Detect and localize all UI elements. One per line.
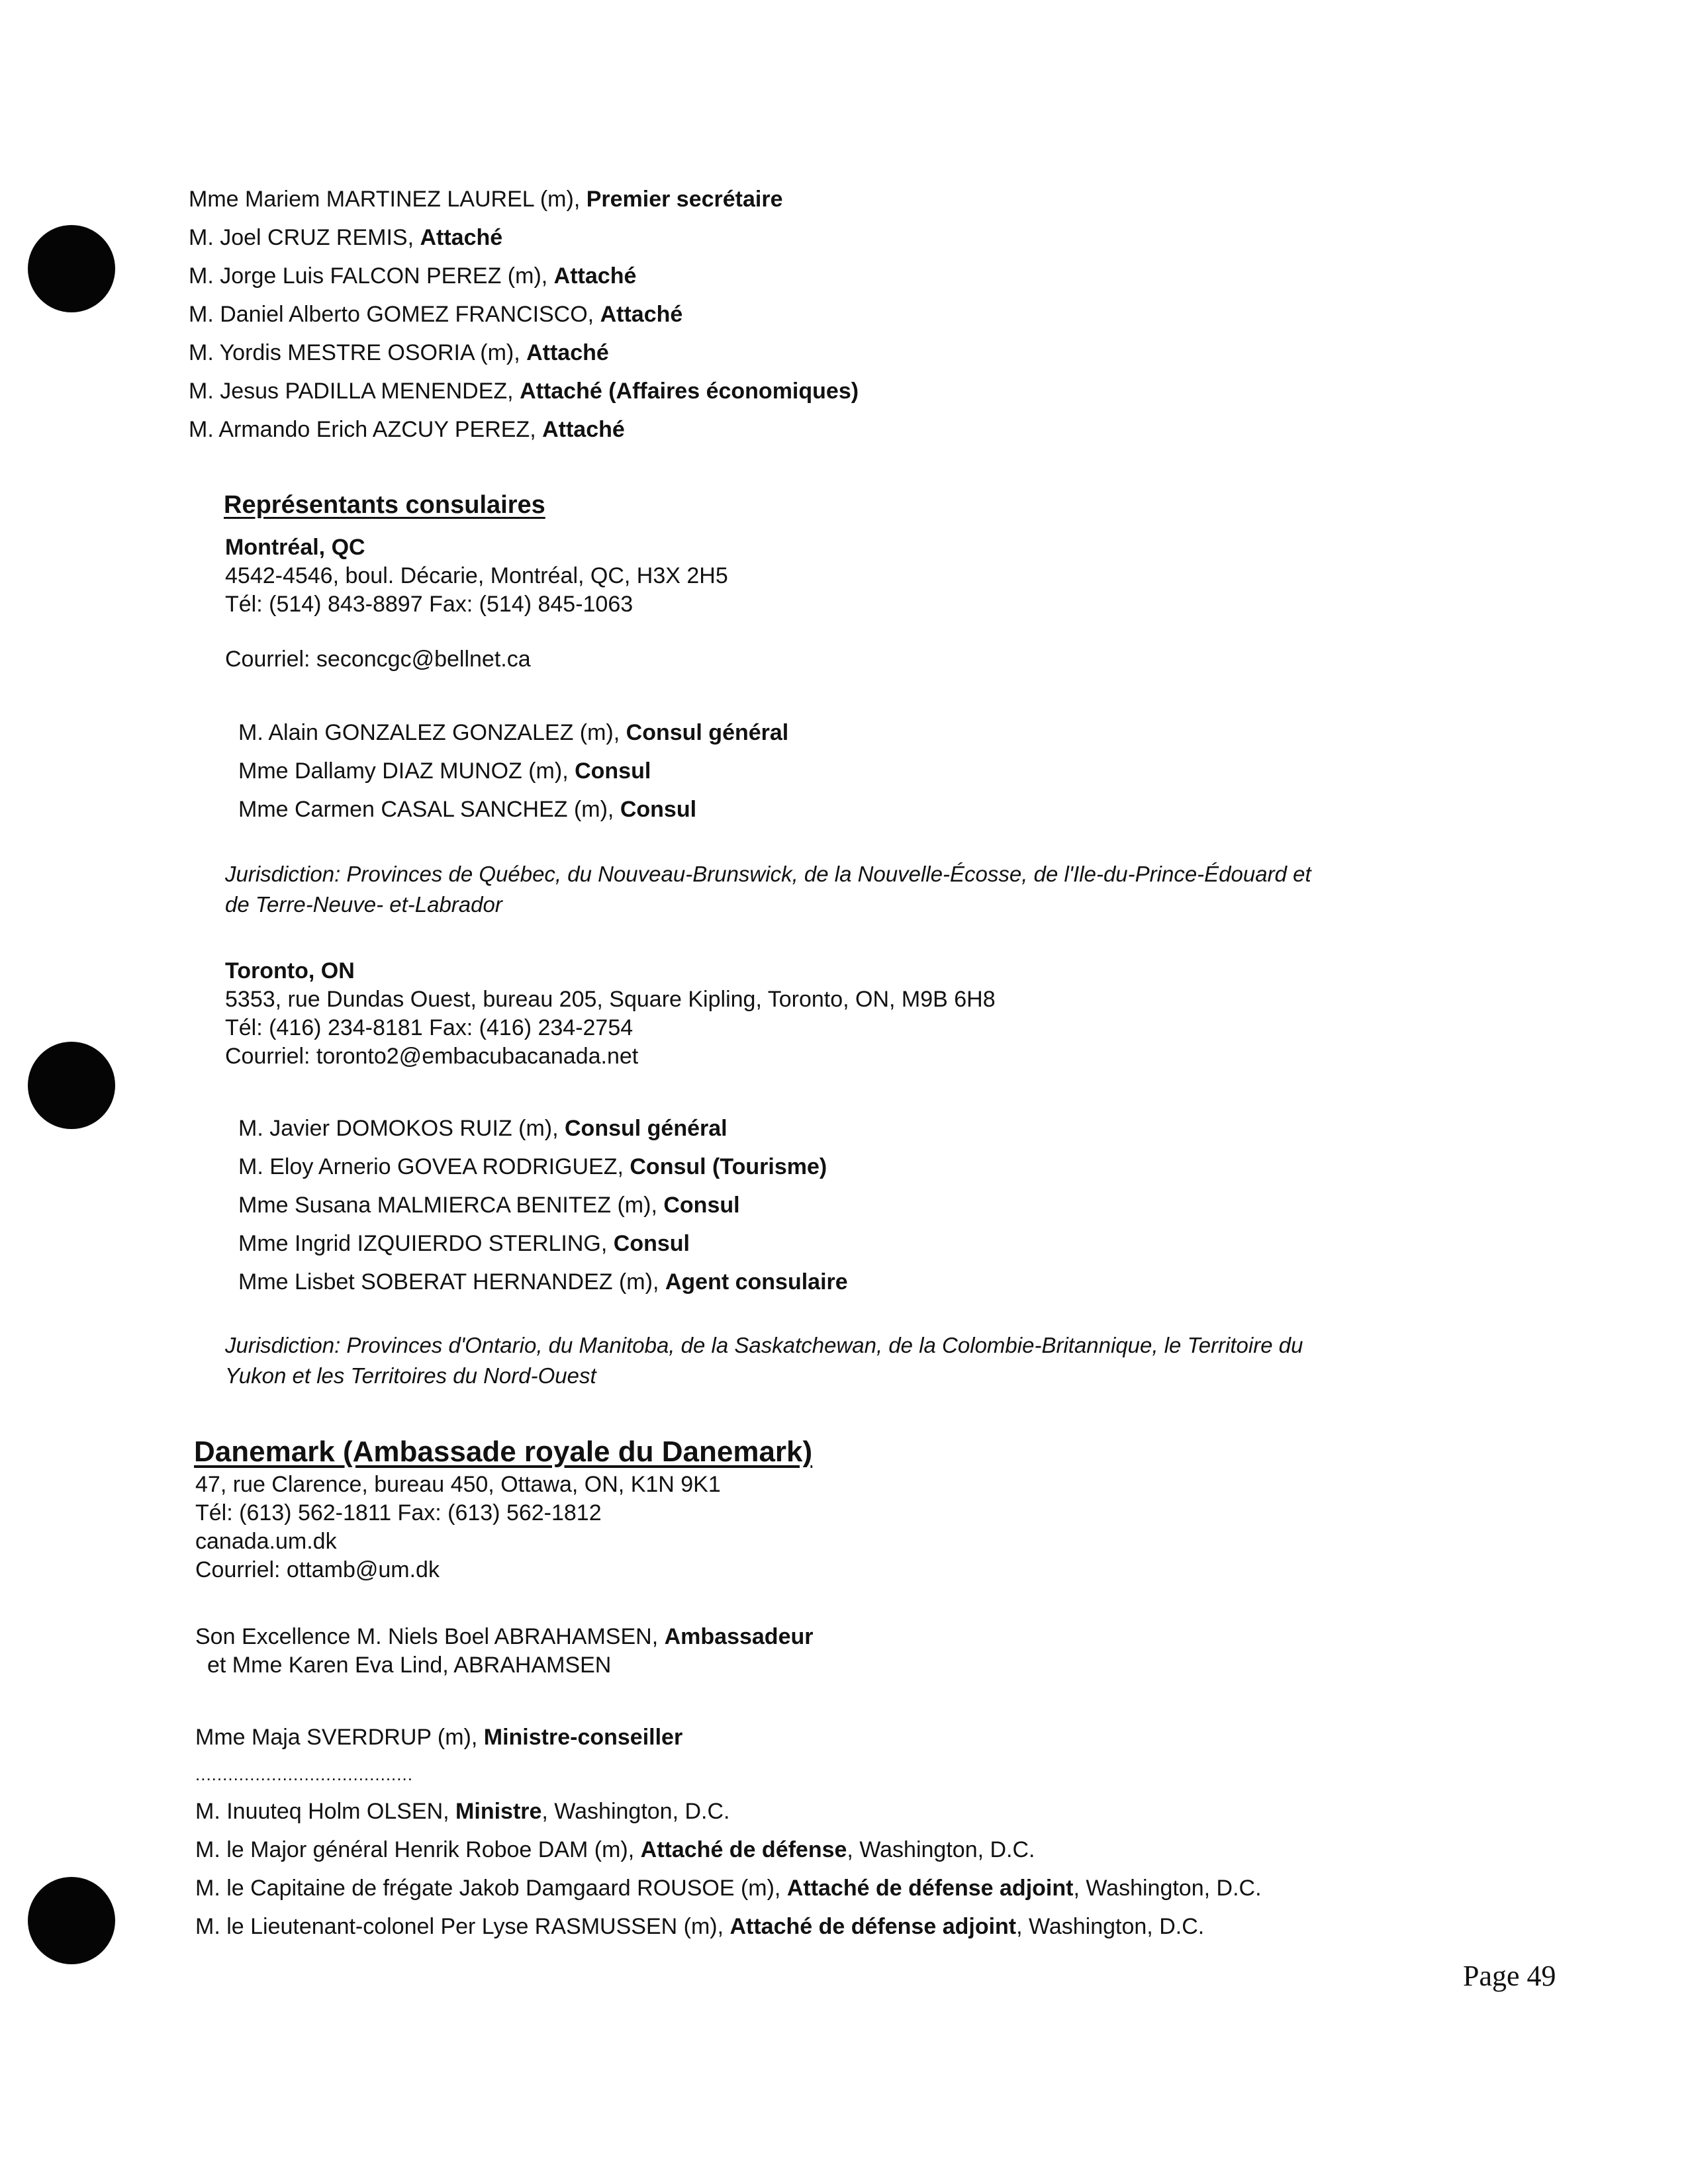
embassy-email: Courriel: ottamb@um.dk bbox=[195, 1557, 440, 1582]
staff-entry: M. Javier DOMOKOS RUIZ (m), Consul général bbox=[238, 1116, 727, 1141]
staff-entry: M. Joel CRUZ REMIS, Attaché bbox=[189, 225, 503, 250]
jurisdiction-line: Jurisdiction: Provinces de Québec, du Nouveau-Brunswick, de la Nouvelle-Écosse, de l'Ile-du-Prince-Édouard et bbox=[225, 862, 1311, 886]
embassy-website: canada.um.dk bbox=[195, 1529, 337, 1554]
jurisdiction-line: de Terre-Neuve- et-Labrador bbox=[225, 892, 502, 917]
office-address: 4542-4546, boul. Décarie, Montréal, QC, H3X 2H5 bbox=[225, 563, 728, 588]
city-name: Toronto, ON bbox=[225, 958, 355, 983]
staff-entry: M. Jesus PADILLA MENENDEZ, Attaché (Affaires économiques) bbox=[189, 379, 859, 404]
toronto-jurisdiction bbox=[225, 1330, 1303, 1391]
office-email: Courriel: seconcgc@bellnet.ca bbox=[225, 647, 531, 672]
montreal-staff bbox=[238, 713, 788, 829]
embassy-address: 47, rue Clarence, bureau 450, Ottawa, ON, K1N 9K1 bbox=[195, 1472, 721, 1497]
staff-entry: M. Eloy Arnerio GOVEA RODRIGUEZ, Consul (Tourisme) bbox=[238, 1154, 827, 1179]
toronto-staff bbox=[238, 1109, 848, 1301]
counsellor-entry: Mme Maja SVERDRUP (m), Ministre-conseiller bbox=[195, 1725, 683, 1750]
consular-heading: Représentants consulaires bbox=[224, 491, 545, 519]
staff-entry: M. le Lieutenant-colonel Per Lyse RASMUSSEN (m), Attaché de défense adjoint, Washington, D.C. bbox=[195, 1914, 1205, 1939]
staff-entry: M. le Capitaine de frégate Jakob Damgaard ROUSOE (m), Attaché de défense adjoint, Washington, D.C. bbox=[195, 1876, 1262, 1901]
staff-entry: Mme Dallamy DIAZ MUNOZ (m), Consul bbox=[238, 758, 651, 784]
staff-entry: Mme Ingrid IZQUIERDO STERLING, Consul bbox=[238, 1231, 690, 1256]
toronto-office bbox=[225, 957, 996, 1071]
staff-entry: Mme Carmen CASAL SANCHEZ (m), Consul bbox=[238, 797, 697, 822]
staff-entry: Mme Mariem MARTINEZ LAUREL (m), Premier secrétaire bbox=[189, 187, 783, 212]
spouse-entry: et Mme Karen Eva Lind, ABRAHAMSEN bbox=[207, 1653, 612, 1678]
ambassador-block bbox=[195, 1623, 813, 1680]
staff-entry: M. Jorge Luis FALCON PEREZ (m), Attaché bbox=[189, 263, 637, 289]
separator-dots: ........................................ bbox=[195, 1764, 413, 1784]
denmark-contact bbox=[195, 1471, 721, 1584]
office-phone: Tél: (514) 843-8897 Fax: (514) 845-1063 bbox=[225, 592, 633, 617]
embassy-phone: Tél: (613) 562-1811 Fax: (613) 562-1812 bbox=[195, 1500, 602, 1525]
office-address: 5353, rue Dundas Ouest, bureau 205, Square Kipling, Toronto, ON, M9B 6H8 bbox=[225, 987, 996, 1012]
staff-entry: M. Armando Erich AZCUY PEREZ, Attaché bbox=[189, 417, 625, 442]
washington-staff bbox=[195, 1792, 1262, 1946]
page-number: Page 49 bbox=[1463, 1960, 1556, 1992]
jurisdiction-line: Yukon et les Territoires du Nord-Ouest bbox=[225, 1363, 596, 1388]
staff-entry: M. Daniel Alberto GOMEZ FRANCISCO, Attaché bbox=[189, 302, 683, 327]
punch-hole-middle bbox=[28, 1042, 115, 1129]
staff-entry: M. Yordis MESTRE OSORIA (m), Attaché bbox=[189, 340, 609, 365]
city-name: Montréal, QC bbox=[225, 535, 365, 560]
ambassador-entry: Son Excellence M. Niels Boel ABRAHAMSEN, Ambassadeur bbox=[195, 1624, 814, 1649]
montreal-jurisdiction bbox=[225, 859, 1311, 920]
staff-entry: Mme Lisbet SOBERAT HERNANDEZ (m), Agent consulaire bbox=[238, 1269, 848, 1295]
staff-entry: M. le Major général Henrik Roboe DAM (m), Attaché de défense, Washington, D.C. bbox=[195, 1837, 1035, 1862]
staff-entry: Mme Susana MALMIERCA BENITEZ (m), Consul bbox=[238, 1193, 740, 1218]
punch-hole-bottom bbox=[28, 1877, 115, 1964]
jurisdiction-line: Jurisdiction: Provinces d'Ontario, du Manitoba, de la Saskatchewan, de la Colombie-Britannique, le Territoire du bbox=[225, 1333, 1303, 1357]
country-heading: Danemark (Ambassade royale du Danemark) bbox=[194, 1435, 813, 1468]
office-email: Courriel: toronto2@embacubacanada.net bbox=[225, 1044, 639, 1069]
punch-hole-top bbox=[28, 225, 115, 312]
office-phone: Tél: (416) 234-8181 Fax: (416) 234-2754 bbox=[225, 1015, 633, 1040]
staff-list bbox=[189, 180, 859, 449]
staff-entry: M. Alain GONZALEZ GONZALEZ (m), Consul général bbox=[238, 720, 789, 745]
montreal-office bbox=[225, 533, 728, 674]
staff-entry: M. Inuuteq Holm OLSEN, Ministre, Washington, D.C. bbox=[195, 1799, 730, 1824]
